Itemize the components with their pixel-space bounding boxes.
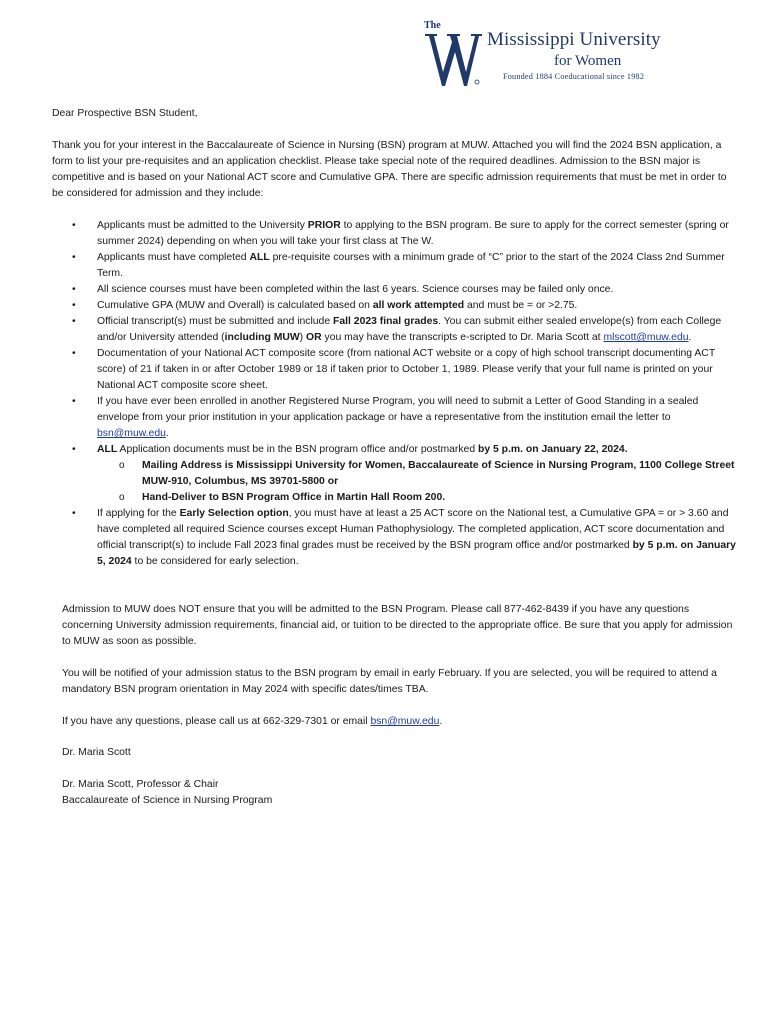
email-link-bsn[interactable]: bsn@muw.edu: [97, 428, 166, 439]
salutation: Dear Prospective BSN Student,: [52, 108, 198, 119]
logo-founded-line: Founded 1884 Coeducational since 1982: [503, 72, 645, 81]
muw-logo: [424, 20, 684, 88]
logo-university-name: Mississippi University: [487, 29, 661, 50]
admission-paragraph: Admission to MUW does NOT ensure that you will be admitted to the BSN Program. Please call 877-462-8439 if you have any questions concerning University admission requirements, financial aid, or tuition to be directed to the appropriate office. Be sure that you apply for admission to MUW as soon as possible.: [62, 604, 733, 647]
logo-the: The: [424, 20, 441, 31]
list-item: • ALL Application documents must be in the BSN program office and/or postmarked by 5 p.m. on January 22, 2024. o Mailing Address is Mississippi University for Women, Baccalaureate of Science in Nursing Program, 1100 College Street MUW-910, Columbus, MS 39701-5800 or o Hand-Deliver to BSN Program Office in Martin Hall Room 200.: [52, 442, 742, 506]
signature: Dr. Maria Scott: [62, 747, 131, 758]
intro-paragraph: Thank you for your interest in the Baccalaureate of Science in Nursing (BSN) program at MUW. Attached you will find the 2024 BSN application, a form to list your pre-requisites and an application checklist. Please take special note of the required deadlines. Admission to the BSN major is competitive and is based on your National ACT score and Cumulative GPA. There are specific admission requirements that must be met in order to be considered for admission and they include:: [52, 140, 727, 199]
list-item: • All science courses must have been completed within the last 6 years. Science courses may be failed only once.: [52, 282, 742, 298]
requirements-list: [52, 218, 742, 570]
list-item: • Official transcript(s) must be submitted and include Fall 2023 final grades. You can submit either sealed envelope(s) from each College and/or University attended (including MUW) OR you may have the transcripts e-scripted to Dr. Maria Scott at mlscott@muw.edu.: [52, 314, 742, 346]
email-link-mlscott[interactable]: mlscott@muw.edu: [603, 332, 689, 343]
signature-block: [62, 777, 737, 809]
sub-list-item-hand-deliver: o Hand-Deliver to BSN Program Office in Martin Hall Room 200.: [97, 490, 742, 506]
list-item: • Applicants must have completed ALL pre-requisite courses with a minimum grade of “C” prior to the start of the 2024 Class 2nd Summer Term.: [52, 250, 742, 282]
list-item: • Documentation of your National ACT composite score (from national ACT website or a copy of high school transcript documenting ACT score) of 21 if taken in or after October 1989 or 18 if taken prior to October 1, 1989. Please verify that your full name is printed on your National ACT composite score sheet.: [52, 346, 742, 394]
email-link-bsn[interactable]: bsn@muw.edu: [370, 716, 440, 727]
submission-options-list: [97, 458, 742, 506]
signature-program: Baccalaureate of Science in Nursing Program: [62, 795, 273, 806]
list-item: • Cumulative GPA (MUW and Overall) is calculated based on all work attempted and must be = or >2.75.: [52, 298, 742, 314]
logo-for-women: for Women: [554, 53, 622, 69]
sub-list-item-mailing-address: o Mailing Address is Mississippi University for Women, Baccalaureate of Science in Nursing Program, 1100 College Street MUW-910, Columbus, MS 39701-5800 or: [97, 458, 742, 490]
signature-title: Dr. Maria Scott, Professor & Chair: [62, 779, 219, 790]
list-item: • Applicants must be admitted to the University PRIOR to applying to the BSN program. Be sure to apply for the correct semester (spring or summer 2024) depending on when you will take your first class at The W.: [52, 218, 742, 250]
questions-paragraph: If you have any questions, please call us at 662-329-7301 or email bsn@muw.edu.: [62, 716, 443, 727]
notification-paragraph: You will be notified of your admission status to the BSN program by email in early February. If you are selected, you will be required to attend a mandatory BSN program orientation in May 2024 with specific dates/times TBA.: [62, 668, 717, 695]
list-item: • If you have ever been enrolled in another Registered Nurse Program, you will need to submit a Letter of Good Standing in a sealed envelope from your prior institution in your application package or have a representative from the institution email the letter to bsn@muw.edu.: [52, 394, 742, 442]
list-item: • If applying for the Early Selection option, you must have at least a 25 ACT score on the National test, a Cumulative GPA = or > 3.60 and have completed all required Science courses except Human Pathophysiology. The completed application, ACT score documentation and official transcript(s) to include Fall 2023 final grades must be received by the BSN program office and/or postmarked by 5 p.m. on January 5, 2024 to be considered for early selection.: [52, 506, 742, 570]
